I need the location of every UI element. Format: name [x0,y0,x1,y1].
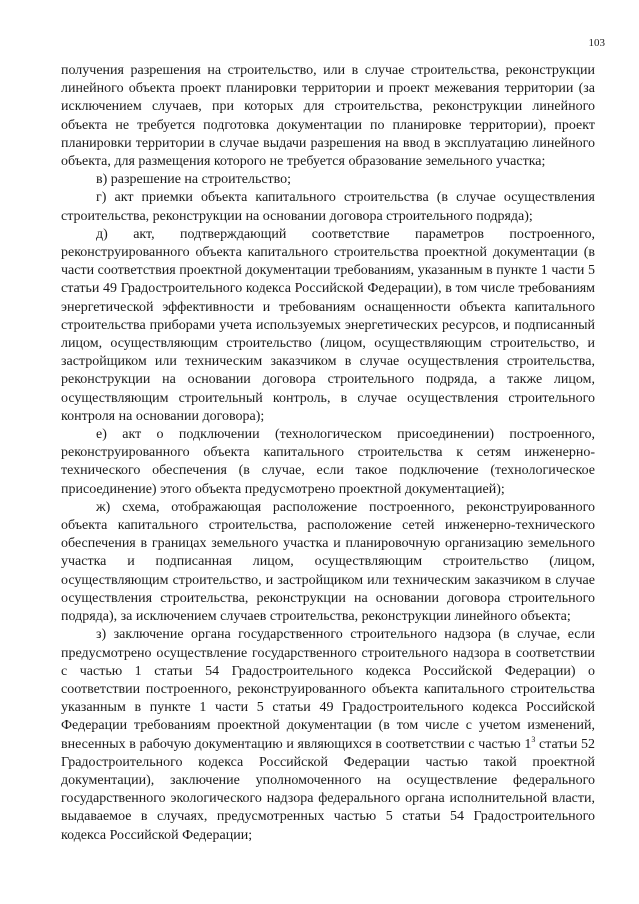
paragraph-item-z-text-after: статьи 52 Градостроительного кодекса Российской Федерации частью такой проектной документации), заключение уполномоченного на осуществление федерального государственного экологического надзора федерального органа исполнительной власти, выдаваемое в случаях, предусмотренных частью 5 статьи 54 Градостроительного кодекса Российской Федерации; [61,736,595,843]
paragraph-item-g: г) акт приемки объекта капитального строительства (в случае осуществления строительства, реконструкции на основании договора строительного подряда); [61,190,595,224]
paragraph-item-zh: ж) схема, отображающая расположение построенного, реконструированного объекта капитального строительства, расположение сетей инженерно-технического обеспечения в границах земельного участка и планировочную организацию земельного участка и подписанная лицом, осуществляющим строительство (лицом, осуществляющим строительство, и застройщиком или техническим заказчиком в случае осуществления строительства, реконструкции на основании договора строительного подряда), за исключением случаев строительства, реконструкции линейного объекта; [61,499,595,625]
paragraph-continuation: получения разрешения на строительство, или в случае строительства, реконструкции линейного объекта проект планировки территории и проект межевания территории (за исключением случаев, при которых для строительства, реконструкции линейного объекта не требуется подготовка документации по планировке территории), проект планировки территории в случае выдачи разрешения на ввод в эксплуатацию линейного объекта, для размещения которого не требуется образование земельного участка; [61,63,595,170]
paragraph-item-z-text-before: з) заключение органа государственного строительного надзора (в случае, если предусмотрено осуществление государственного строительного надзора в соответствии с частью 1 статьи 54 Градостроительного кодекса Российской Федерации) о соответствии построенного, реконструированного объекта капитального строительства указанным в пункте 1 части 5 статьи 49 Градостроительного кодекса Российской Федерации требованиям проектной документации (в том числе с учетом изменений, внесенных в рабочую документацию и являющихся в соответствии с частью 1 [61,627,595,752]
paragraph-item-v: в) разрешение на строительство; [96,172,292,188]
page-number: 103 [588,37,605,49]
paragraph-item-e: е) акт о подключении (технологическом присоединении) построенного, реконструированного объекта капитального строительства к сетям инженерно-технического обеспечения (в случае, если такое подключение (технологическое присоединение) этого объекта предусмотрено проектной документацией); [61,427,595,497]
superscript-index: 3 [531,734,536,744]
paragraph-item-d: д) акт, подтверждающий соответствие параметров построенного, реконструированного объекта капитального строительства проектной документации (в части соответствия проектной документации требованиям, указанным в пункте 1 части 5 статьи 49 Градостроительного кодекса Российской Федерации), в том числе требованиям энергетической эффективности и требованиям оснащенности объекта капитального строительства приборами учета используемых энергетических ресурсов, и подписанный лицом, осуществляющим строительство (лицом, осуществляющим строительство, и застройщиком или техническим заказчиком в случае осуществления строительства, реконструкции на основании договора строительного подряда, а также лицом, осуществляющим строительный контроль, в случае осуществления строительного контроля на основании договора); [61,226,595,424]
paragraph-item-z [61,626,595,844]
document-body [61,62,595,845]
